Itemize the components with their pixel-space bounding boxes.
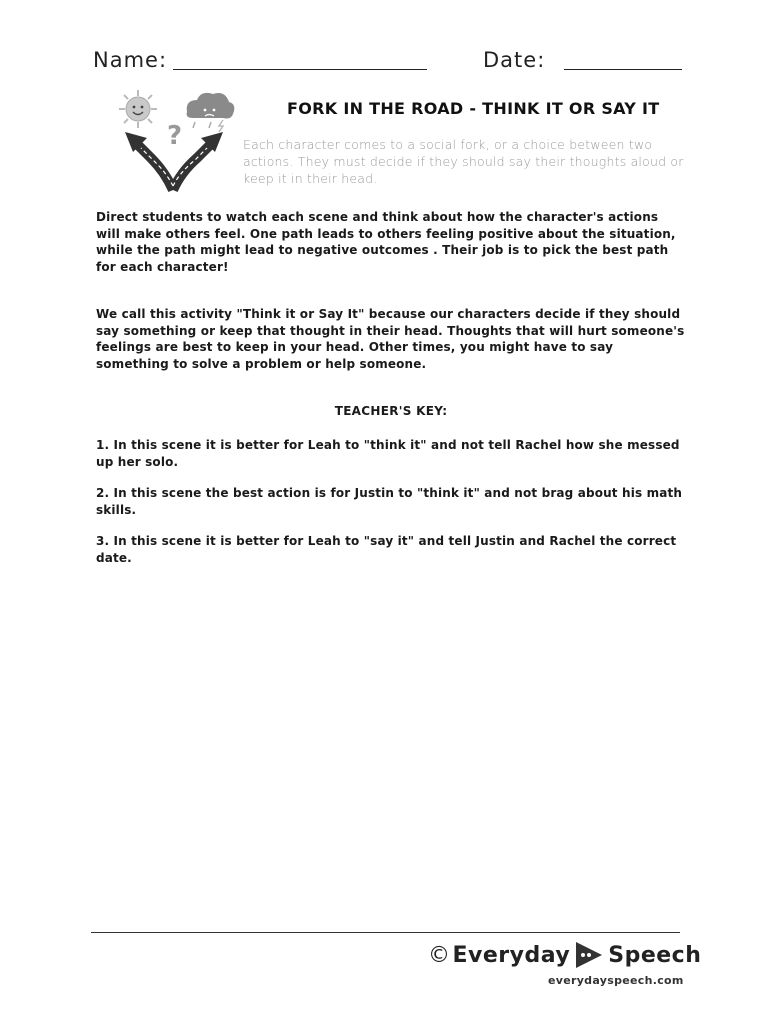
brand-speech: Speech	[608, 942, 702, 968]
intro-text: Each character comes to a social fork, or a choice between two actions. They must decide if they should say their thoughts aloud or keep it in their head.	[243, 137, 684, 186]
copyright-symbol: ©	[428, 942, 451, 968]
key-item-1: 1. In this scene it is better for Leah to "think it" and not tell Rachel how she messed up her solo.	[96, 438, 680, 469]
sun-icon	[119, 90, 157, 128]
website-url[interactable]: everydayspeech.com	[548, 974, 684, 987]
question-mark-icon: ?	[167, 121, 183, 151]
storm-cloud-icon	[187, 93, 235, 132]
page-title: FORK IN THE ROAD - THINK IT OR SAY IT	[287, 99, 660, 118]
name-label: Name:	[93, 48, 168, 72]
brand-logo	[428, 940, 701, 970]
instructions-paragraph: Direct students to watch each scene and think about how the character's actions will make others feel. One path leads to others feeling positive about the situation, while the path might lead to negative outcomes . Their job is to pick the best path for each character!	[96, 210, 676, 274]
brand-everyday: Everyday	[452, 942, 571, 968]
footer-divider	[91, 932, 680, 933]
name-field-line[interactable]	[173, 69, 427, 70]
fork-road-illustration	[115, 86, 240, 196]
teachers-key-heading: TEACHER'S KEY:	[334, 404, 448, 418]
play-speech-icon	[574, 940, 604, 970]
date-label: Date:	[483, 48, 546, 72]
key-item-3: 3. In this scene it is better for Leah to "say it" and tell Justin and Rachel the correct date.	[96, 534, 677, 565]
date-field-line[interactable]	[564, 69, 682, 70]
key-item-2: 2. In this scene the best action is for Justin to "think it" and not brag about his math skills.	[96, 486, 683, 517]
activity-paragraph: We call this activity "Think it or Say It" because our characters decide if they should say something or keep that thought in their head. Thoughts that will hurt someone's feelings are best to keep in your head. Other times, you might have to say something to solve a problem or help someone.	[96, 307, 685, 371]
